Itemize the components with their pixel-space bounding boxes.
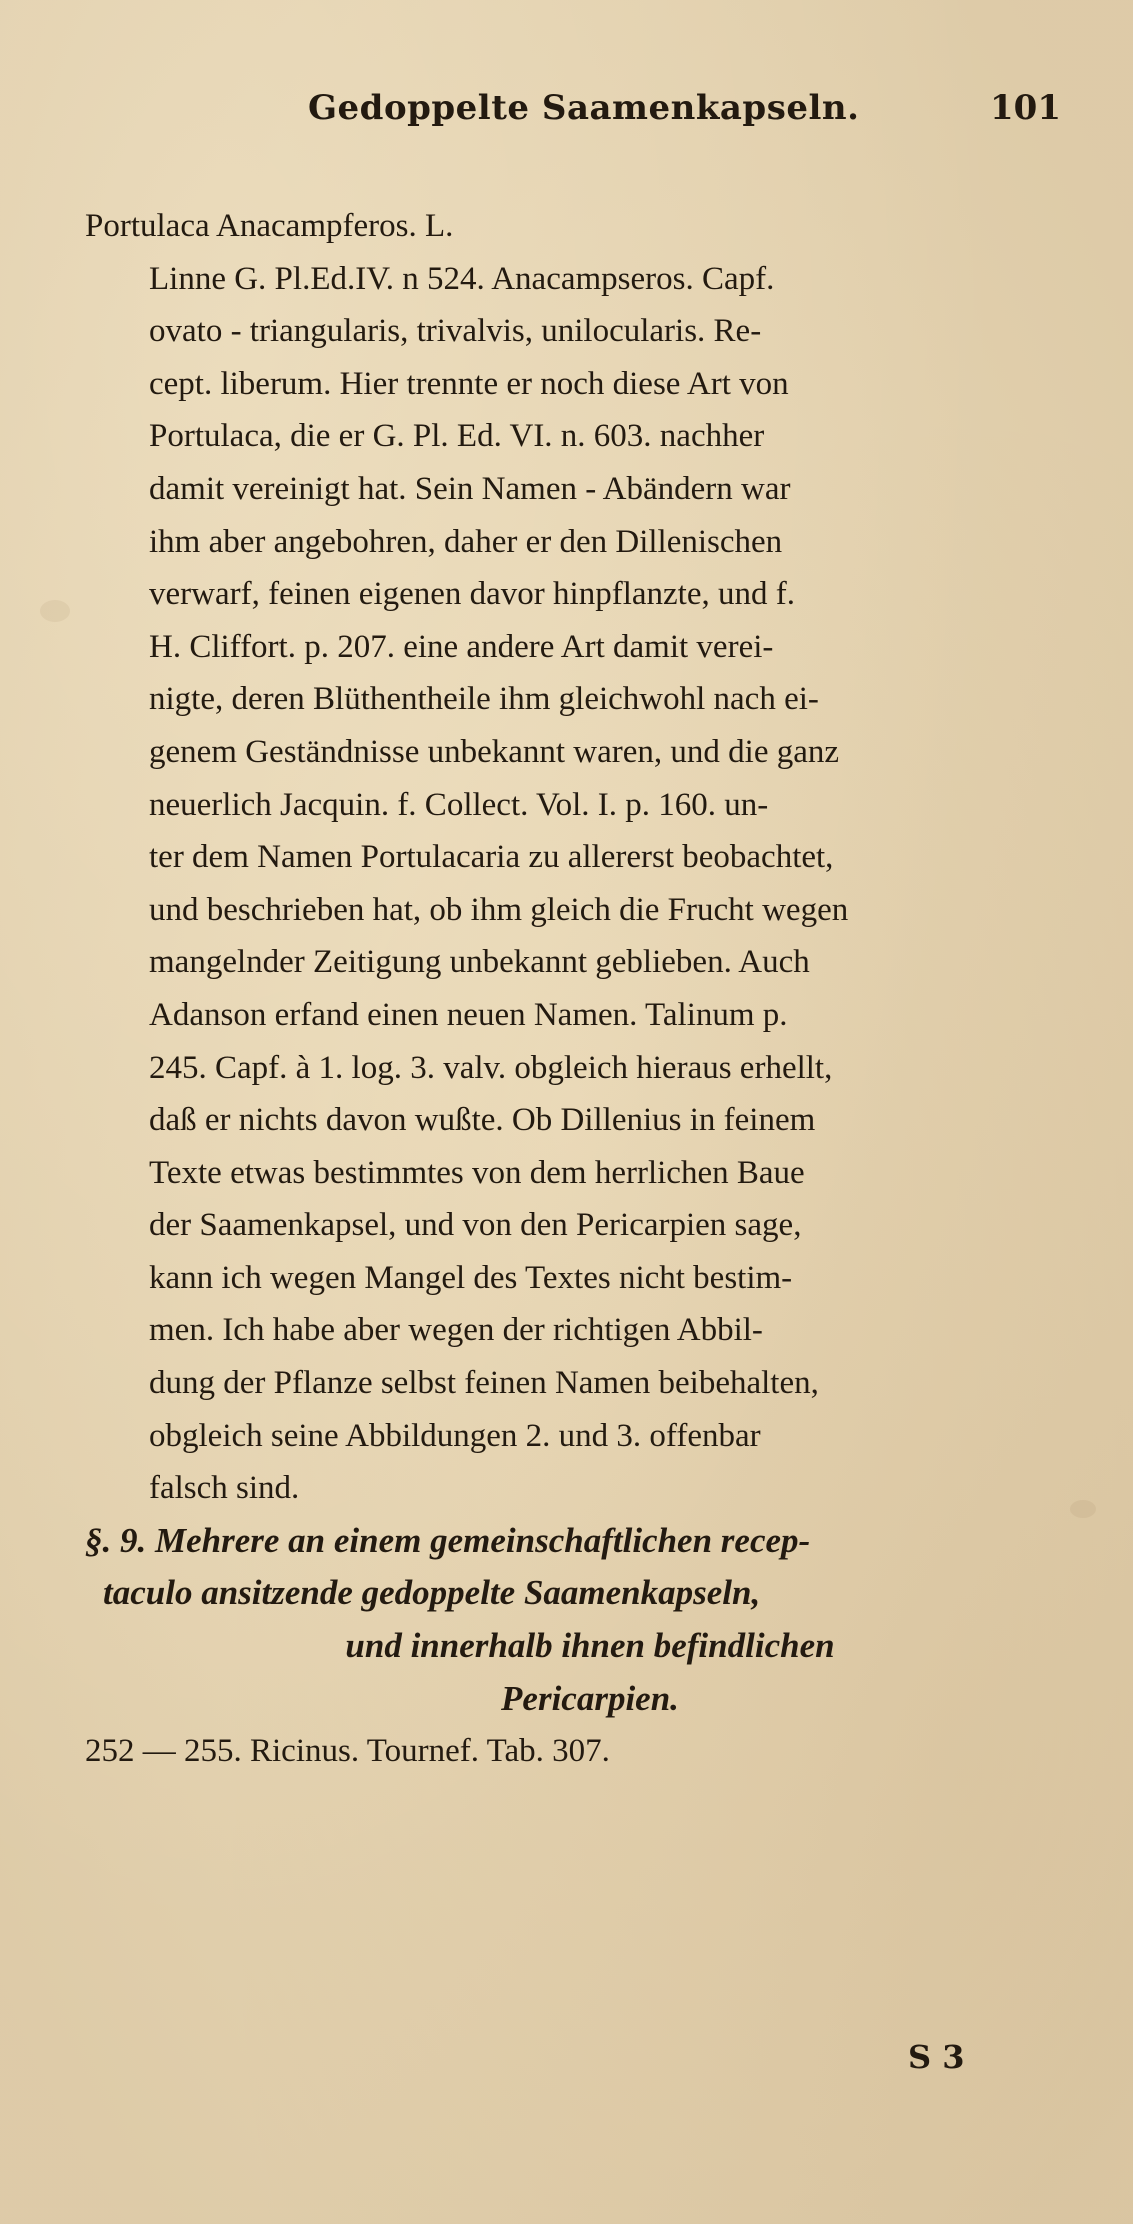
text-line: obgleich seine Abbildungen 2. und 3. offenbar (149, 1417, 761, 1454)
text-line: kann ich wegen Mangel des Textes nicht bestim- (149, 1259, 793, 1296)
paper-stain (40, 600, 70, 622)
text-line: ter dem Namen Portulacaria zu allererst beobachtet, (149, 839, 834, 876)
text-line: dung der Pflanze selbst feinen Namen beibehalten, (149, 1365, 819, 1402)
text-line: men. Ich habe aber wegen der richtigen Abbil- (149, 1312, 763, 1349)
section-heading: taculo ansitzende gedoppelte Saamenkapseln, (103, 1573, 761, 1613)
text-line: genem Geständnisse unbekannt waren, und die ganz (149, 733, 840, 770)
text-line: Texte etwas bestimmtes von dem herrlichen Baue (149, 1154, 805, 1191)
text-line: Adanson erfand einen neuen Namen. Talinum p. (149, 996, 788, 1033)
page-number: 101 (990, 88, 1061, 128)
reference-line: 252 — 255. Ricinus. Tournef. Tab. 307. (85, 1733, 610, 1770)
text-line: und beschrieben hat, ob ihm gleich die Frucht wegen (149, 891, 849, 928)
text-line: daß er nichts davon wußte. Ob Dillenius in feinem (149, 1102, 816, 1139)
text-line: damit vereinigt hat. Sein Namen - Abändern war (149, 470, 791, 507)
section-heading: §. 9. Mehrere an einem gemeinschaftlichen recep- (85, 1520, 811, 1560)
text-line: H. Cliffort. p. 207. eine andere Art damit verei- (149, 628, 774, 665)
text-line: Portulaca, die er G. Pl. Ed. VI. n. 603. nachher (149, 418, 765, 455)
text-line: Linne G. Pl.Ed.IV. n 524. Anacampseros. Capf. (149, 260, 775, 297)
signature-mark: S 3 (908, 2038, 965, 2076)
section-heading: Pericarpien. (501, 1678, 679, 1718)
text-line: ovato - triangularis, trivalvis, unilocularis. Re- (149, 313, 762, 350)
text-line: 245. Capf. à 1. log. 3. valv. obgleich hieraus erhellt, (149, 1049, 833, 1086)
text-line: cept. liberum. Hier trennte er noch diese Art von (149, 365, 789, 402)
section-heading: und innerhalb ihnen befindlichen (345, 1626, 835, 1666)
running-title: Gedoppelte Saamenkapseln. (308, 88, 860, 128)
text-line: der Saamenkapsel, und von den Pericarpien sage, (149, 1207, 802, 1244)
text-line: Portulaca Anacampferos. L. (85, 208, 454, 244)
body-text (85, 200, 1095, 1778)
text-line: verwarf, feinen eigenen davor hinpflanzte, und f. (149, 576, 795, 613)
text-line: neuerlich Jacquin. f. Collect. Vol. I. p. 160. un- (149, 786, 769, 823)
text-line: mangelnder Zeitigung unbekannt geblieben. Auch (149, 944, 810, 981)
text-line: ihm aber angebohren, daher er den Dillenischen (149, 523, 783, 560)
page-header (0, 88, 1133, 148)
text-line: falsch sind. (149, 1470, 300, 1507)
text-line: nigte, deren Blüthentheile ihm gleichwohl nach ei- (149, 681, 819, 718)
